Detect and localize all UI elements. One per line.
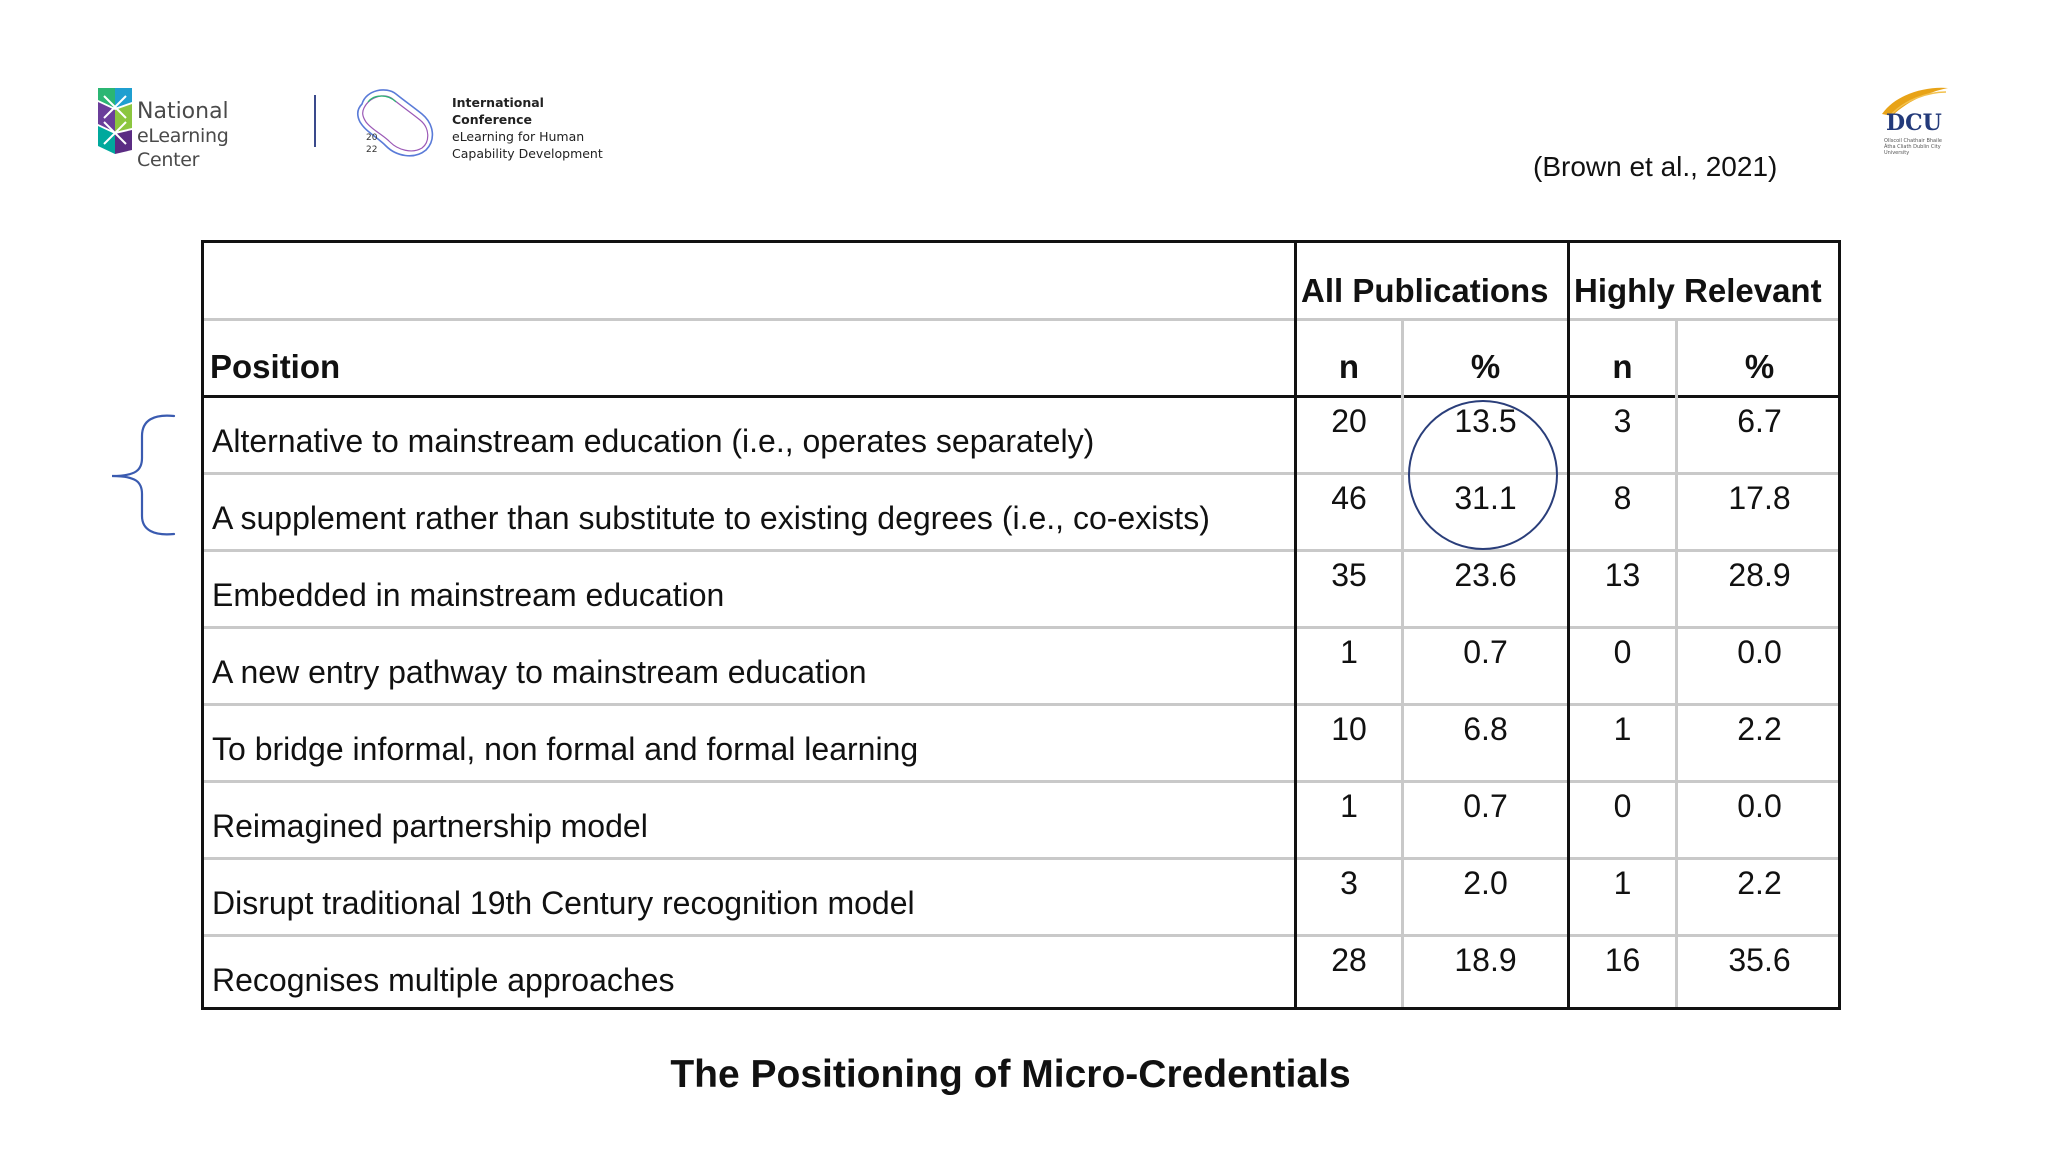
row-position: Recognises multiple approaches [212,962,675,998]
circle-annotation [1408,400,1558,550]
dcu-subtitle: Ollscoil Chathair Bhaile Átha Cliath Dublin City University [1884,138,1942,156]
conference-map-icon [352,84,438,160]
row-hr-n: 0 [1613,634,1632,670]
row-hr-pct: 28.9 [1728,557,1791,593]
row-all-n: 1 [1340,634,1358,670]
row-hr-pct: 0.0 [1737,788,1782,824]
row-hr-n: 13 [1604,557,1641,593]
nelc-name-line2: eLearning Center [137,125,229,171]
row-rule [204,472,1838,475]
conference-year-top: 20 [366,133,378,143]
conference-logo [352,84,612,164]
header-hr-n: n [1612,348,1633,385]
row-hr-pct: 6.7 [1737,403,1782,439]
row-position: Reimagined partnership model [212,808,648,844]
row-hr-pct: 17.8 [1728,480,1791,516]
row-hr-pct: 0.0 [1737,634,1782,670]
row-position: Alternative to mainstream education (i.e., operates separately) [212,423,1095,459]
curly-brace-annotation-icon [108,412,178,538]
row-all-n: 20 [1331,403,1367,439]
row-hr-pct: 2.2 [1737,865,1782,901]
row-all-pct: 31.1 [1454,480,1517,516]
positioning-table [201,240,1841,1010]
row-position: Disrupt traditional 19th Century recognition model [212,885,915,921]
row-all-pct: 13.5 [1454,403,1517,439]
conference-subtitle-line1: eLearning for Human [452,129,585,144]
row-hr-n: 3 [1613,403,1632,439]
row-all-pct: 0.7 [1463,634,1508,670]
row-rule [204,549,1838,552]
row-all-pct: 2.0 [1463,865,1508,901]
row-all-n: 10 [1331,711,1367,747]
row-all-pct: 0.7 [1463,788,1508,824]
nelc-mark-icon [98,88,132,154]
row-rule [204,780,1838,783]
row-hr-pct: 35.6 [1728,942,1791,978]
row-position: A supplement rather than substitute to existing degrees (i.e., co-exists) [212,500,1210,536]
row-all-n: 1 [1340,788,1358,824]
national-elearning-center-logo [98,86,283,171]
conference-title: International Conference [452,95,544,127]
row-hr-n: 1 [1613,865,1632,901]
header-position: Position [210,348,341,385]
row-rule [204,857,1838,860]
row-position: A new entry pathway to mainstream education [212,654,867,690]
header-all-publications: All Publications [1301,272,1549,309]
header-highly-relevant: Highly Relevant [1574,272,1822,309]
row-position: To bridge informal, non formal and formal learning [212,731,919,767]
citation: (Brown et al., 2021) [1533,151,1778,182]
row-hr-n: 8 [1613,480,1632,516]
logo-divider [314,95,316,147]
row-rule [204,703,1838,706]
conference-year-bottom: 22 [366,145,378,155]
row-hr-n: 0 [1613,788,1632,824]
dcu-logo [1876,84,1952,160]
row-all-pct: 18.9 [1454,942,1517,978]
row-rule [204,934,1838,937]
row-hr-n: 1 [1613,711,1632,747]
row-all-pct: 23.6 [1454,557,1517,593]
row-all-n: 3 [1340,865,1358,901]
row-all-n: 28 [1331,942,1367,978]
row-hr-pct: 2.2 [1737,711,1782,747]
header-all-pct: % [1470,348,1501,385]
row-position: Embedded in mainstream education [212,577,725,613]
header-bottom-rule [204,395,1838,398]
row-hr-n: 16 [1604,942,1641,978]
header-rule [204,318,1838,321]
header-all-n: n [1338,348,1360,385]
table-caption: The Positioning of Micro-Credentials [670,1053,1351,1096]
dcu-wordmark: DCU [1886,110,1942,136]
row-all-pct: 6.8 [1463,711,1508,747]
conference-subtitle-line2: Capability Development [452,146,603,161]
nelc-name-line1: National [137,99,229,124]
row-all-n: 35 [1331,557,1367,593]
row-rule [204,626,1838,629]
header-hr-pct: % [1744,348,1775,385]
row-all-n: 46 [1331,480,1367,516]
